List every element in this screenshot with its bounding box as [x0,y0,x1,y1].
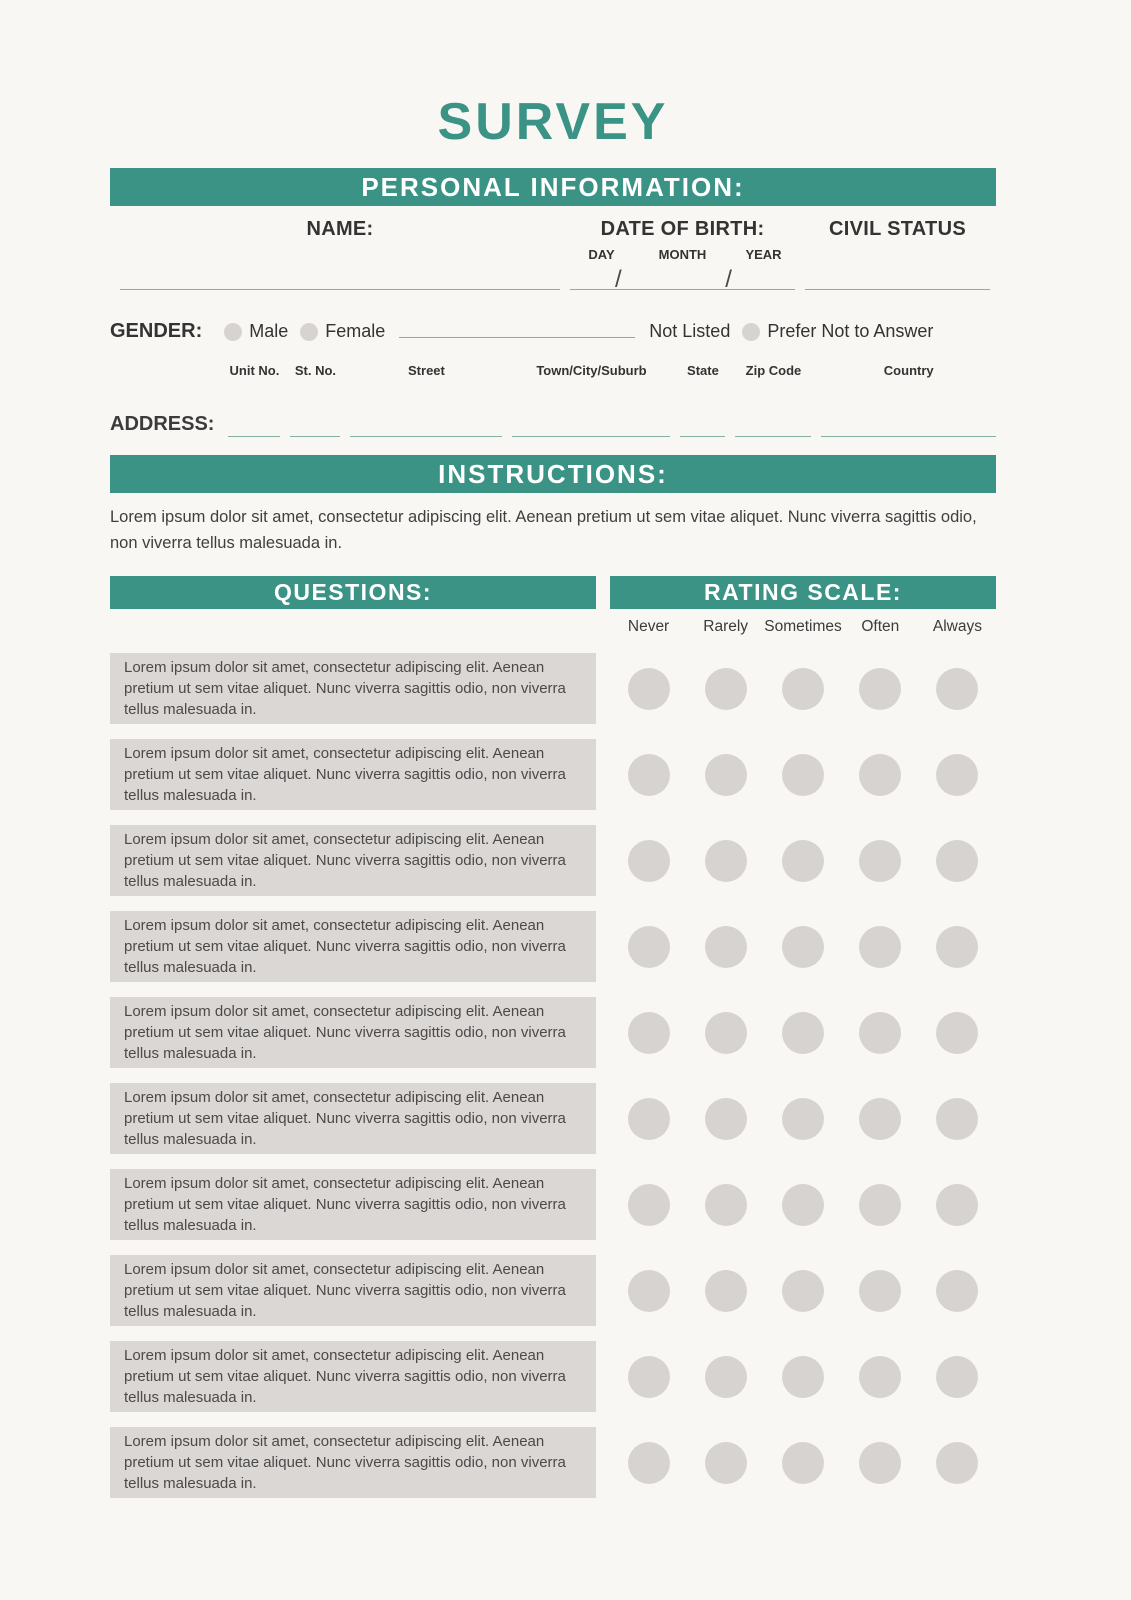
rating-label-always: Always [932,618,982,636]
rating-circle-sometimes[interactable] [782,754,824,796]
rating-circle-often[interactable] [859,1184,901,1226]
gender-not-listed-label: Not Listed [649,321,731,341]
question-rating-cells [610,653,996,724]
rating-circle-rarely[interactable] [705,1356,747,1398]
question-rating-cells [610,1255,996,1326]
rating-circle-always[interactable] [936,1356,978,1398]
dob-label: DATE OF BIRTH: [600,218,765,240]
rating-circle-always[interactable] [936,926,978,968]
rating-scale-banner: RATING SCALE: [610,576,996,609]
rating-circle-always[interactable] [936,1098,978,1140]
address-unit-no-line[interactable] [228,436,280,437]
rating-circle-rarely[interactable] [705,1442,747,1484]
question-rating-cells [610,1427,996,1498]
question-rating-cells [610,997,996,1068]
dob-year-label: YEAR [745,246,782,262]
rating-circle-sometimes[interactable] [782,1442,824,1484]
questions-banner: QUESTIONS: [110,576,596,609]
address-town-group [512,363,670,437]
question-text: Lorem ipsum dolor sit amet, consectetur adipiscing elit. Aenean pretium ut sem vitae aliquet. Nunc viverra sagittis odio, non viverra tellus malesuada in. [110,1341,596,1412]
address-row [110,363,996,437]
personal-info-banner: PERSONAL INFORMATION: [110,168,996,206]
rating-circle-sometimes[interactable] [782,1012,824,1054]
gender-label: GENDER: [110,320,203,342]
gender-prefer-not-radio[interactable] [742,323,760,341]
question-rating-cells [610,739,996,810]
rating-labels-row [110,618,996,636]
rating-circle-never[interactable] [628,1012,670,1054]
question-rating-cells [610,1169,996,1240]
question-text: Lorem ipsum dolor sit amet, consectetur adipiscing elit. Aenean pretium ut sem vitae aliquet. Nunc viverra sagittis odio, non viverra tellus malesuada in. [110,739,596,810]
rating-circle-often[interactable] [859,926,901,968]
address-st-no-line[interactable] [290,436,340,437]
rating-circle-always[interactable] [936,1012,978,1054]
address-country-group [821,363,996,437]
address-town-line[interactable] [512,436,670,437]
address-label: ADDRESS: [110,413,215,435]
page-title: SURVEY [437,93,669,151]
instructions-banner: INSTRUCTIONS: [110,455,996,493]
rating-circle-never[interactable] [628,1356,670,1398]
question-row [110,825,996,896]
rating-circle-rarely[interactable] [705,668,747,710]
rating-circle-always[interactable] [936,1184,978,1226]
address-street-label: Street [408,363,445,378]
question-text: Lorem ipsum dolor sit amet, consectetur adipiscing elit. Aenean pretium ut sem vitae aliquet. Nunc viverra sagittis odio, non viverra tellus malesuada in. [110,825,596,896]
rating-circle-never[interactable] [628,754,670,796]
gender-male-radio[interactable] [224,323,242,341]
address-country-line[interactable] [821,436,996,437]
dob-month-label: MONTH [658,246,707,262]
address-st-no-label: St. No. [294,363,337,378]
rating-circle-never[interactable] [628,1442,670,1484]
rating-circle-often[interactable] [859,840,901,882]
rating-circle-rarely[interactable] [705,1184,747,1226]
question-row [110,1169,996,1240]
rating-circle-always[interactable] [936,754,978,796]
question-text: Lorem ipsum dolor sit amet, consectetur adipiscing elit. Aenean pretium ut sem vitae aliquet. Nunc viverra sagittis odio, non viverra tellus malesuada in. [110,653,596,724]
rating-label-rarely: Rarely [703,618,749,636]
rating-circle-often[interactable] [859,754,901,796]
dob-input-line[interactable] [570,266,795,293]
personal-fields-row [110,218,996,293]
rating-circle-always[interactable] [936,1270,978,1312]
question-row [110,739,996,810]
rating-circle-rarely[interactable] [705,1012,747,1054]
address-state-line[interactable] [680,436,725,437]
question-row [110,1427,996,1498]
rating-circle-sometimes[interactable] [782,1270,824,1312]
dob-field-group [570,218,795,293]
question-row [110,653,996,724]
address-town-label: Town/City/Suburb [536,363,647,378]
question-text: Lorem ipsum dolor sit amet, consectetur adipiscing elit. Aenean pretium ut sem vitae aliquet. Nunc viverra sagittis odio, non viverra tellus malesuada in. [110,1083,596,1154]
question-row [110,911,996,982]
rating-circle-sometimes[interactable] [782,926,824,968]
rating-circle-never[interactable] [628,1184,670,1226]
name-input-line[interactable] [120,289,560,290]
address-unit-no-group [228,363,280,437]
rating-circle-always[interactable] [936,1442,978,1484]
question-rating-cells [610,911,996,982]
address-unit-no-label: Unit No. [229,363,280,378]
address-street-group [350,363,502,437]
address-zip-group [735,363,811,437]
rating-circle-never[interactable] [628,926,670,968]
address-state-label: State [687,363,719,378]
instructions-text: Lorem ipsum dolor sit amet, consectetur adipiscing elit. Aenean pretium ut sem vitae aliquet. Nunc viverra sagittis odio, non viverra tellus malesuada in. [110,508,977,552]
rating-circle-rarely[interactable] [705,1098,747,1140]
dob-separator: / [725,266,732,293]
question-text: Lorem ipsum dolor sit amet, consectetur adipiscing elit. Aenean pretium ut sem vitae aliquet. Nunc viverra sagittis odio, non viverra tellus malesuada in. [110,997,596,1068]
rating-label-often: Often [861,618,900,636]
rating-circle-sometimes[interactable] [782,668,824,710]
civil-status-field-group [805,218,990,290]
rating-label-never: Never [627,618,670,636]
rating-label-sometimes: Sometimes [764,618,842,636]
rating-circle-sometimes[interactable] [782,1098,824,1140]
civil-status-label: CIVIL STATUS [829,218,966,240]
rating-circle-rarely[interactable] [705,840,747,882]
rating-circle-never[interactable] [628,1098,670,1140]
name-label: NAME: [306,218,374,240]
question-row [110,1341,996,1412]
gender-row [110,320,996,343]
question-text: Lorem ipsum dolor sit amet, consectetur adipiscing elit. Aenean pretium ut sem vitae aliquet. Nunc viverra sagittis odio, non viverra tellus malesuada in. [110,1255,596,1326]
address-street-line[interactable] [350,436,502,437]
dob-day-label: DAY [588,246,615,262]
address-state-group [680,363,725,437]
question-rows [110,653,996,1498]
gender-not-listed-input-line[interactable] [399,337,635,338]
address-st-no-group [290,363,340,437]
rating-circle-sometimes[interactable] [782,1356,824,1398]
rating-circle-sometimes[interactable] [782,1184,824,1226]
rating-circle-rarely[interactable] [705,926,747,968]
rating-circle-always[interactable] [936,668,978,710]
dob-separator: / [615,266,622,293]
dob-part-labels [570,247,795,262]
address-zip-label: Zip Code [745,363,802,378]
address-columns [228,363,996,437]
rating-circle-sometimes[interactable] [782,840,824,882]
question-row [110,1083,996,1154]
question-rating-cells [610,1341,996,1412]
name-field-group [120,218,560,290]
question-rating-cells [610,1083,996,1154]
question-rating-cells [610,825,996,896]
gender-female-label: Female [325,321,386,341]
questions-header [110,576,996,609]
rating-circle-never[interactable] [628,840,670,882]
rating-circle-rarely[interactable] [705,1270,747,1312]
rating-circle-often[interactable] [859,1270,901,1312]
gender-male-label: Male [249,321,289,341]
question-row [110,997,996,1068]
address-country-label: Country [883,363,934,378]
rating-circle-often[interactable] [859,668,901,710]
rating-circle-often[interactable] [859,1012,901,1054]
question-text: Lorem ipsum dolor sit amet, consectetur adipiscing elit. Aenean pretium ut sem vitae aliquet. Nunc viverra sagittis odio, non viverra tellus malesuada in. [110,911,596,982]
rating-circle-never[interactable] [628,668,670,710]
question-row [110,1255,996,1326]
rating-circle-often[interactable] [859,1098,901,1140]
gender-female-radio[interactable] [300,323,318,341]
rating-circle-often[interactable] [859,1356,901,1398]
civil-status-input-line[interactable] [805,289,990,290]
gender-prefer-not-label: Prefer Not to Answer [767,321,934,341]
rating-circle-always[interactable] [936,840,978,882]
question-text: Lorem ipsum dolor sit amet, consectetur adipiscing elit. Aenean pretium ut sem vitae aliquet. Nunc viverra sagittis odio, non viverra tellus malesuada in. [110,1427,596,1498]
rating-circle-often[interactable] [859,1442,901,1484]
survey-page [110,0,996,1498]
rating-circle-never[interactable] [628,1270,670,1312]
address-zip-line[interactable] [735,436,811,437]
question-text: Lorem ipsum dolor sit amet, consectetur adipiscing elit. Aenean pretium ut sem vitae aliquet. Nunc viverra sagittis odio, non viverra tellus malesuada in. [110,1169,596,1240]
rating-circle-rarely[interactable] [705,754,747,796]
